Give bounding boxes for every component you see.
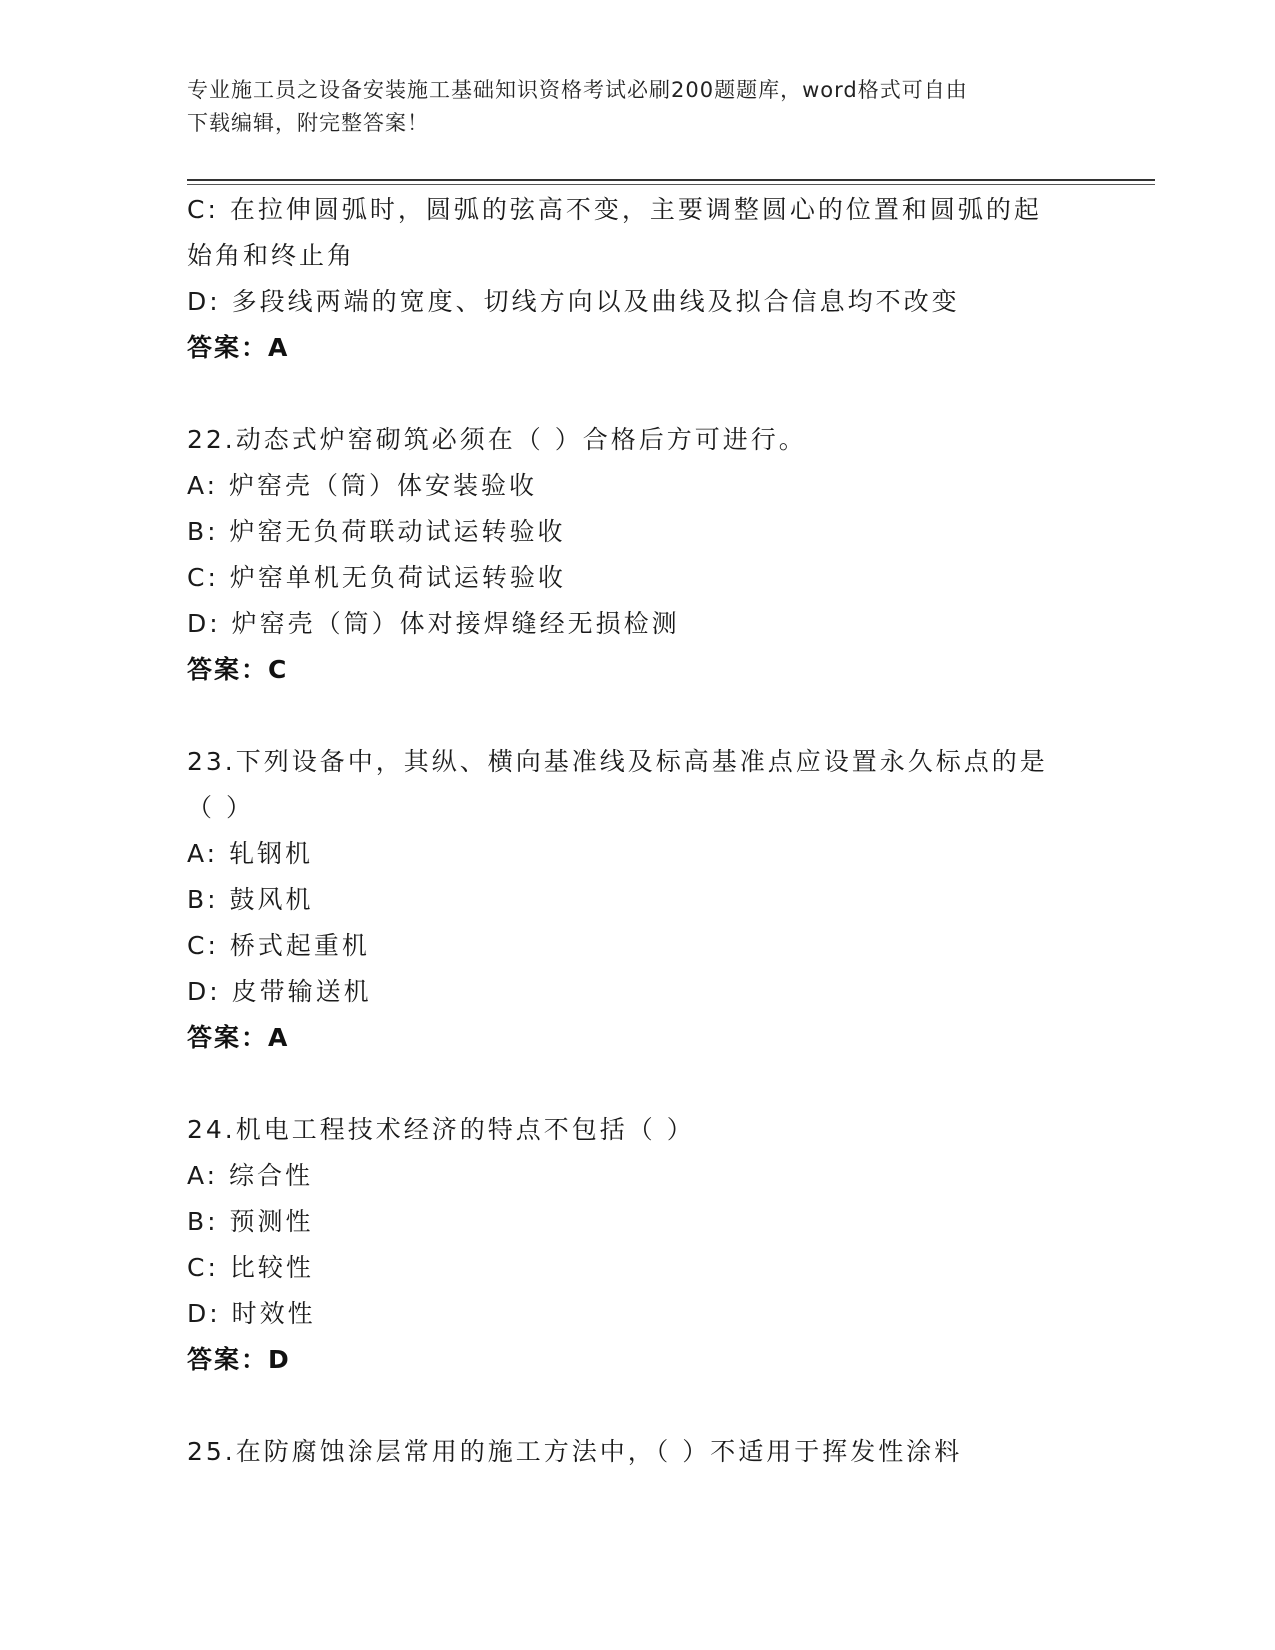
- question-stem: 23.下列设备中，其纵、横向基准线及标高基准点应设置永久标点的是: [187, 747, 1048, 776]
- option-d: D: 炉窑壳（筒）体对接焊缝经无损检测: [187, 609, 680, 638]
- header-line-1: 专业施工员之设备安装施工基础知识资格考试必刷200题题库，word格式可自由: [187, 78, 968, 102]
- answer-line: 答案：A: [187, 1023, 290, 1052]
- document-body: [187, 187, 1087, 1475]
- option-b: B: 炉窑无负荷联动试运转验收: [187, 517, 566, 546]
- option-b: B: 预测性: [187, 1207, 314, 1236]
- option-c-continued: 始角和终止角: [187, 241, 356, 270]
- option-d: D: 时效性: [187, 1299, 316, 1328]
- header-line-2: 下载编辑，附完整答案！: [187, 111, 429, 135]
- option-c: C: 比较性: [187, 1253, 314, 1282]
- option-a: A: 综合性: [187, 1161, 314, 1190]
- header-divider-thick: [187, 179, 1155, 181]
- spacer: [187, 1383, 1087, 1429]
- option-a: A: 炉窑壳（筒）体安装验收: [187, 471, 538, 500]
- document-header: [187, 74, 1067, 140]
- question-24: [187, 1107, 1087, 1383]
- question-stem-continued: （ ）: [187, 793, 254, 822]
- option-b: B: 鼓风机: [187, 885, 314, 914]
- answer-line: 答案：D: [187, 1345, 291, 1374]
- question-21-tail: [187, 187, 1087, 371]
- option-d: D: 多段线两端的宽度、切线方向以及曲线及拟合信息均不改变: [187, 287, 960, 316]
- question-stem: 24.机电工程技术经济的特点不包括（ ）: [187, 1115, 695, 1144]
- answer-line: 答案：C: [187, 655, 289, 684]
- option-a: A: 轧钢机: [187, 839, 314, 868]
- option-c: C: 在拉伸圆弧时，圆弧的弦高不变，主要调整圆心的位置和圆弧的起: [187, 195, 1042, 224]
- answer-line: 答案：A: [187, 333, 290, 362]
- spacer: [187, 693, 1087, 739]
- question-stem: 22.动态式炉窑砌筑必须在（ ）合格后方可进行。: [187, 425, 807, 454]
- header-divider-thin: [187, 184, 1155, 185]
- spacer: [187, 1061, 1087, 1107]
- option-c: C: 炉窑单机无负荷试运转验收: [187, 563, 566, 592]
- question-23: [187, 739, 1087, 1061]
- question-25: [187, 1429, 1087, 1475]
- question-22: [187, 417, 1087, 693]
- spacer: [187, 371, 1087, 417]
- question-stem: 25.在防腐蚀涂层常用的施工方法中，（ ）不适用于挥发性涂料: [187, 1437, 963, 1466]
- option-c: C: 桥式起重机: [187, 931, 370, 960]
- option-d: D: 皮带输送机: [187, 977, 372, 1006]
